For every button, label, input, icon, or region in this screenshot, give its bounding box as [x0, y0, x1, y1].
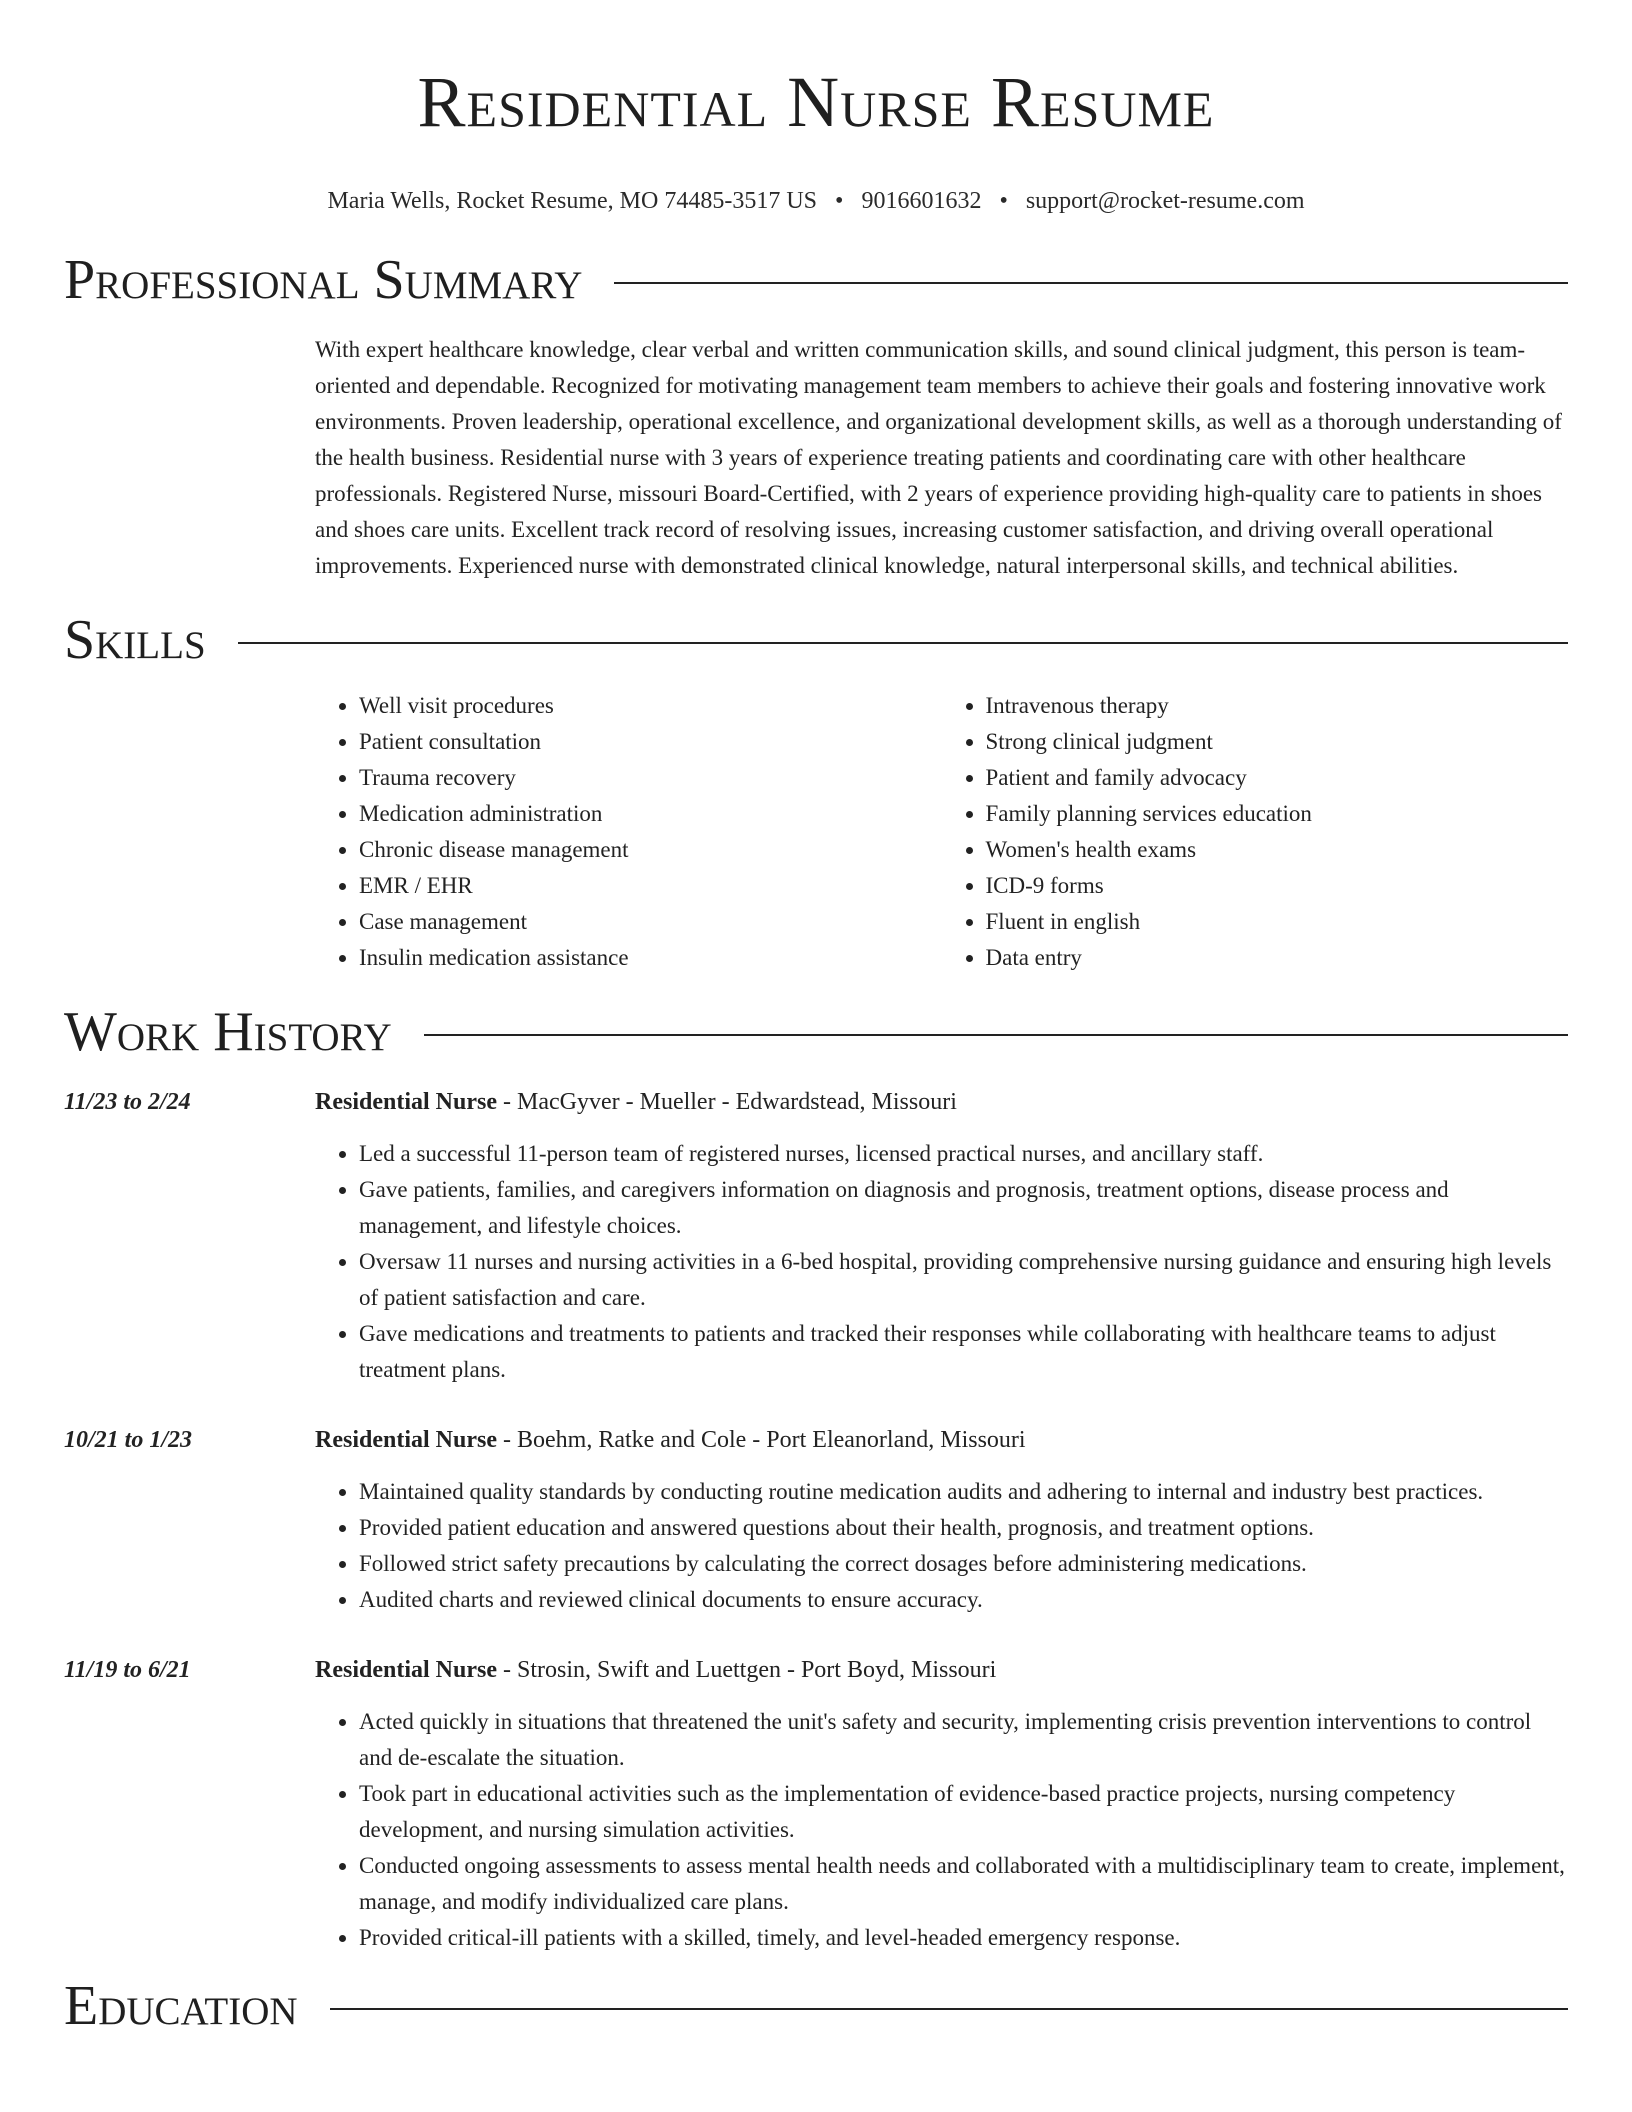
- skill-item: • ICD-9 forms: [986, 868, 1569, 904]
- job-dates: 11/23 to 2/24: [64, 1089, 191, 1115]
- skills-heading: Skills: [64, 609, 206, 671]
- job-details: - Boehm, Ratke and Cole - Port Eleanorland, Missouri: [497, 1427, 1026, 1453]
- summary-text: With expert healthcare knowledge, clear verbal and written communication skills, and sound clinical judgment, this person is team-oriented and dependable. Recognized for motivating management team members to achieve their goals and fostering innovative work environments. Proven leadership, operational excellence, and organizational development skills, as well as a thorough understanding of the health business. Residential nurse with 3 years of experience treating patients and coordinating care with other healthcare professionals. Registered Nurse, missouri Board-Certified, with 2 years of experience providing high-quality care to patients in shoes and shoes care units. Excellent track record of resolving issues, increasing customer satisfaction, and driving overall operational improvements. Experienced nurse with demonstrated clinical knowledge, natural interpersonal skills, and technical abilities.: [315, 337, 1562, 578]
- skill-item: • Case management: [359, 904, 942, 940]
- job-bullet: • Acted quickly in situations that threatened the unit's safety and security, implementing crisis prevention interventions to control and de-escalate the situation.: [359, 1704, 1568, 1776]
- job-bullet: • Provided patient education and answered questions about their health, prognosis, and treatment options.: [359, 1510, 1568, 1546]
- job-bullet: • Took part in educational activities such as the implementation of evidence-based practice projects, nursing competency development, and nursing simulation activities.: [359, 1776, 1568, 1848]
- skill-item: • Family planning services education: [986, 796, 1569, 832]
- resume-title: Residential Nurse Resume: [417, 62, 1215, 142]
- job-bullets: [315, 1474, 1568, 1618]
- section-divider: [238, 642, 1568, 644]
- skill-item: • Intravenous therapy: [986, 688, 1569, 724]
- summary-section-header: [64, 250, 1568, 310]
- job-bullet: • Gave patients, families, and caregivers information on diagnosis and prognosis, treatment options, disease process and management, and lifestyle choices.: [359, 1172, 1568, 1244]
- contact-separator: •: [835, 188, 844, 214]
- job-dates: 11/19 to 6/21: [64, 1657, 191, 1683]
- job-entry: [64, 1084, 1568, 1388]
- job-content: [315, 1422, 1568, 1618]
- skill-item: • EMR / EHR: [359, 868, 942, 904]
- section-divider: [424, 1034, 1568, 1036]
- contact-address: Maria Wells, Rocket Resume, MO 74485-3517 US: [327, 188, 818, 214]
- skill-item: • Chronic disease management: [359, 832, 942, 868]
- job-dates: 10/21 to 1/23: [64, 1427, 193, 1453]
- job-content: [315, 1084, 1568, 1388]
- section-divider: [614, 282, 1568, 284]
- job-bullet: • Followed strict safety precautions by calculating the correct dosages before administering medications.: [359, 1546, 1568, 1582]
- job-bullet: • Provided critical-ill patients with a skilled, timely, and level-headed emergency response.: [359, 1920, 1568, 1956]
- skill-item: • Women's health exams: [986, 832, 1569, 868]
- skills-list-left: [315, 688, 942, 976]
- skill-item: • Patient and family advocacy: [986, 760, 1569, 796]
- job-bullet: • Oversaw 11 nurses and nursing activities in a 6-bed hospital, providing comprehensive nursing guidance and ensuring high levels of patient satisfaction and care.: [359, 1244, 1568, 1316]
- job-entry: [64, 1652, 1568, 1956]
- job-details: - Strosin, Swift and Luettgen - Port Boyd, Missouri: [497, 1657, 997, 1683]
- job-bullet: • Conducted ongoing assessments to assess mental health needs and collaborated with a multidisciplinary team to create, implement, manage, and modify individualized care plans.: [359, 1848, 1568, 1920]
- education-heading: Education: [64, 1975, 298, 2037]
- work-heading: Work History: [64, 1001, 392, 1063]
- section-divider: [330, 2008, 1568, 2010]
- skill-item: • Strong clinical judgment: [986, 724, 1569, 760]
- job-content: [315, 1652, 1568, 1956]
- contact-line: [0, 186, 1632, 216]
- skills-list-right: [942, 688, 1569, 976]
- skills-grid: [315, 688, 1568, 976]
- skill-item: • Medication administration: [359, 796, 942, 832]
- skill-item: • Well visit procedures: [359, 688, 942, 724]
- job-title: Residential Nurse: [315, 1657, 497, 1683]
- skill-item: • Data entry: [986, 940, 1569, 976]
- job-details: - MacGyver - Mueller - Edwardstead, Missouri: [497, 1089, 957, 1115]
- job-bullet: • Gave medications and treatments to patients and tracked their responses while collaborating with healthcare teams to adjust treatment plans.: [359, 1316, 1568, 1388]
- skill-item: • Trauma recovery: [359, 760, 942, 796]
- job-header: [315, 1652, 1568, 1688]
- summary-heading: Professional Summary: [64, 249, 583, 311]
- job-title: Residential Nurse: [315, 1427, 497, 1453]
- skill-item: • Patient consultation: [359, 724, 942, 760]
- job-bullet: • Maintained quality standards by conducting routine medication audits and adhering to internal and industry best practices.: [359, 1474, 1568, 1510]
- contact-email: support@rocket-resume.com: [1025, 188, 1305, 214]
- job-title: Residential Nurse: [315, 1089, 497, 1115]
- skill-item: • Insulin medication assistance: [359, 940, 942, 976]
- education-section-header: [64, 1976, 1568, 2036]
- job-header: [315, 1422, 1568, 1458]
- skill-item: • Fluent in english: [986, 904, 1569, 940]
- job-bullets: [315, 1136, 1568, 1388]
- job-bullet: • Audited charts and reviewed clinical documents to ensure accuracy.: [359, 1582, 1568, 1618]
- work-section-header: [64, 1002, 1568, 1062]
- job-bullet: • Led a successful 11-person team of registered nurses, licensed practical nurses, and ancillary staff.: [359, 1136, 1568, 1172]
- job-header: [315, 1084, 1568, 1120]
- job-bullets: [315, 1704, 1568, 1956]
- contact-separator: •: [999, 188, 1008, 214]
- skills-section-header: [64, 610, 1568, 670]
- job-entry: [64, 1422, 1568, 1618]
- contact-phone: 9016601632: [861, 188, 982, 214]
